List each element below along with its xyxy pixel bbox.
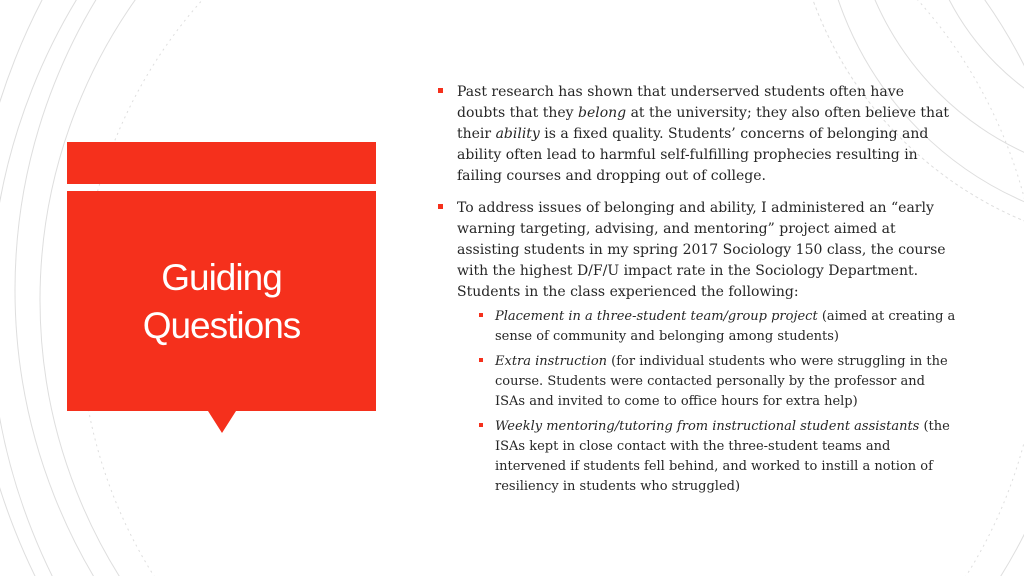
bullet-1-post: is a fixed quality. Students’ concerns of belonging and ability often lead to harmful self-fulfilling prophecies resulting in failing courses and dropping out of college. bbox=[457, 126, 929, 184]
sub-bullet-3 bbox=[436, 417, 956, 497]
slide-content bbox=[436, 82, 956, 502]
slide-title bbox=[67, 254, 376, 350]
accent-strip bbox=[67, 142, 376, 184]
bullet-1-pre: Past research has shown that underserved students often have doubts that they bbox=[457, 84, 904, 121]
square-bullet-icon bbox=[479, 358, 483, 362]
title-box-pointer bbox=[208, 411, 236, 433]
bullet-2-text: To address issues of belonging and ability, I administered an “early warning targeting, advising, and mentoring” project aimed at assisting students in my spring 2017 Sociology 150 class, the course with the highest D/F/U impact rate in the Sociology Department. Students in the class experienced the following: bbox=[457, 200, 946, 300]
bullet-1-em-belong: belong bbox=[577, 105, 627, 121]
bullet-1-mid: at the university; they also often believe that their bbox=[457, 105, 950, 142]
bullet-1-em-ability: ability bbox=[495, 126, 540, 142]
square-bullet-icon bbox=[438, 204, 443, 209]
square-bullet-icon bbox=[438, 88, 443, 93]
sub-bullet-1-text: (aimed at creating a sense of community and belonging among students) bbox=[495, 309, 956, 344]
sub-bullet-2-em: Extra instruction bbox=[495, 354, 608, 369]
sub-bullet-3-text: (the ISAs kept in close contact with the three-student teams and intervened if students fell behind, and worked to instill a notion of resiliency in students who struggled) bbox=[495, 419, 950, 494]
square-bullet-icon bbox=[479, 423, 483, 427]
title-line-1: Guiding bbox=[161, 257, 282, 298]
sub-bullet-3-em: Weekly mentoring/tutoring from instructional student assistants bbox=[495, 419, 920, 434]
bullet-1 bbox=[436, 82, 956, 187]
sub-bullet-2-text: (for individual students who were struggling in the course. Students were contacted personally by the professor and ISAs and invited to come to office hours for extra help) bbox=[495, 354, 948, 409]
title-line-2: Questions bbox=[142, 305, 301, 346]
sub-bullet-1-em: Placement in a three-student team/group project bbox=[495, 309, 818, 324]
sub-bullet-2 bbox=[436, 352, 956, 412]
sub-bullet-1 bbox=[436, 307, 956, 347]
square-bullet-icon bbox=[479, 313, 483, 317]
bullet-2 bbox=[436, 198, 956, 303]
